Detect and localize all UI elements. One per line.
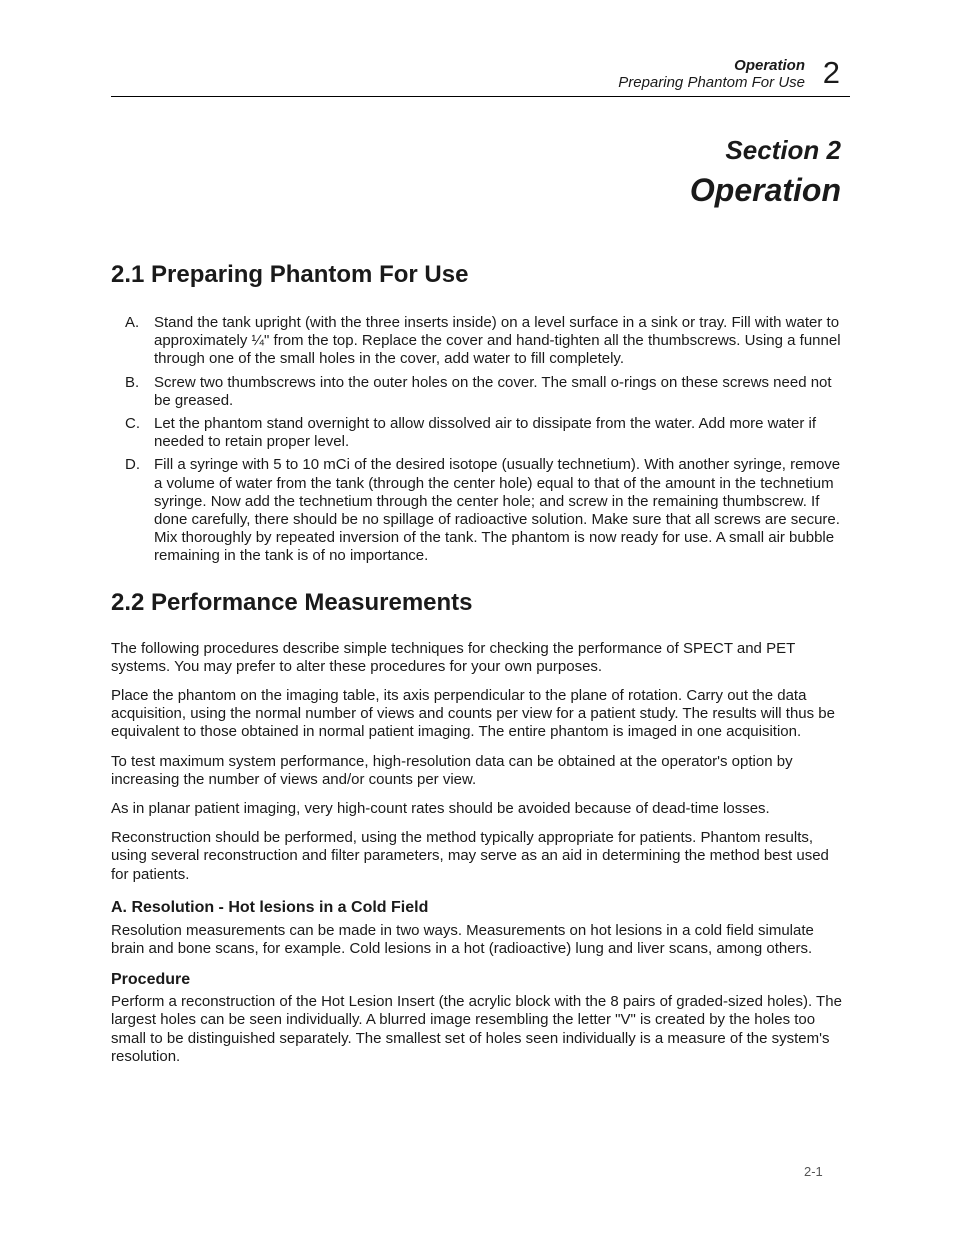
header-section: Preparing Phantom For Use xyxy=(618,74,805,91)
list-text: Stand the tank upright (with the three inserts inside) on a level surface in a sink or tray. Fill with water to approximately ¼" from the top. Replace the cover and hand-tighten all the thumbscrews. Using a funnel through one of the small holes in the cover, add water to fill completely. xyxy=(154,314,841,368)
heading-2-2: 2.2 Performance Measurements xyxy=(111,588,473,616)
list-item xyxy=(111,456,843,565)
list-marker: A. xyxy=(125,314,140,331)
list-marker: C. xyxy=(125,415,140,433)
paragraph: The following procedures describe simple techniques for checking the performance of SPECT and PET systems. You may prefer to alter these procedures for your own purposes. xyxy=(111,639,795,675)
page-content xyxy=(111,258,843,1077)
header-chapter: Operation xyxy=(734,57,805,74)
list-text: Fill a syringe with 5 to 10 mCi of the desired isotope (usually technetium). With another syringe, remove a volume of water from the tank (through the center hole) equal to that of the amount in the technetium syringe. Now add the technetium through the center hole; and screw in the remaining thumbscrew. If done carefully, there should be no spillage of radioactive solution. Make sure that all screws are secure. Mix thoroughly by repeated inversion of the tank. The phantom is now ready for use. A small air bubble remaining in the tank is of no importance. xyxy=(154,456,841,565)
list-text: Screw two thumbscrews into the outer holes on the cover. The small o-rings on these screws need not be greased. xyxy=(154,373,832,409)
procedure-heading: Procedure xyxy=(111,971,191,989)
header-chapter-number: 2 xyxy=(822,55,840,90)
list-item xyxy=(111,374,843,410)
running-header-text xyxy=(618,57,805,92)
list-marker: B. xyxy=(125,373,140,391)
section-title: Operation xyxy=(689,172,841,208)
section-label: Section 2 xyxy=(725,135,841,165)
subsection-a-text: Resolution measurements can be made in two ways. Measurements on hot lesions in a cold field simulate brain and bone scans, for example. Cold lesions in a hot (radioactive) lung and liver scans, among others. xyxy=(111,921,814,958)
heading-2-1: 2.1 Preparing Phantom For Use xyxy=(111,261,469,288)
list-text: Let the phantom stand overnight to allow dissolved air to dissipate from the water. Add more water if needed to retain proper level. xyxy=(154,415,817,451)
page-number: 2-1 xyxy=(804,1164,823,1179)
list-marker: D. xyxy=(125,456,140,474)
list-item xyxy=(111,415,843,451)
paragraph: As in planar patient imaging, very high-count rates should be avoided because of dead-time losses. xyxy=(111,800,770,818)
procedure-text: Perform a reconstruction of the Hot Lesion Insert (the acrylic block with the 8 pairs of graded-sized holes). The largest holes can be seen individually. A blurred image resembling the letter "V" is created by the holes too small to be distinguished separately. The smallest set of holes seen individually is a measure of the system's resolution. xyxy=(111,993,842,1065)
running-header xyxy=(111,54,850,97)
paragraph: To test maximum system performance, high-resolution data can be obtained at the operator's option by increasing the number of views and/or counts per view. xyxy=(111,752,793,788)
preparation-steps xyxy=(111,314,843,566)
paragraph: Place the phantom on the imaging table, its axis perpendicular to the plane of rotation. Carry out the data acquisition, using the normal number of views and counts per view for a patient study. The results will thus be equivalent to those obtained in normal patient imaging. The entire phantom is imaged in one acquisition. xyxy=(111,687,835,741)
paragraph: Reconstruction should be performed, using the method typically appropriate for patients. Phantom results, using several reconstruction and filter parameters, may serve as an aid in determining the method best used for patients. xyxy=(111,829,829,883)
subsection-a-heading: A. Resolution - Hot lesions in a Cold Field xyxy=(111,898,429,916)
list-item xyxy=(111,314,843,369)
